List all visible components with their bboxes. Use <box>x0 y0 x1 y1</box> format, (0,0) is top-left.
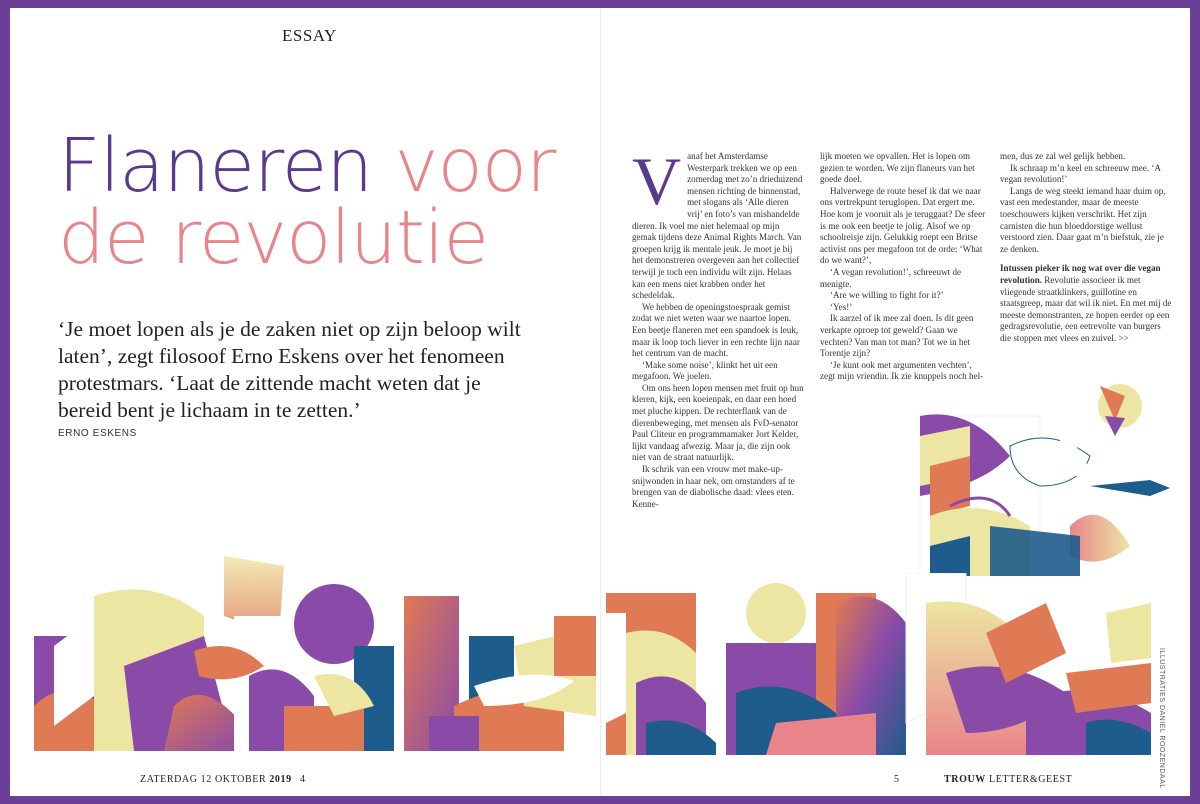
bold-lead-in: Intussen pieker ik nog wat over die vegan revolution. <box>1000 263 1161 285</box>
folio-section: LETTER&GEEST <box>989 774 1073 785</box>
paragraph: lijk moeten we opvallen. Het is lopen om gezien te worden. We zijn flaneurs van het goede doel. <box>820 151 975 185</box>
folio-date: ZATERDAG 12 OKTOBER <box>140 774 267 785</box>
paragraph: Ik schraap m’n keel en schreeuw mee. ‘A vegan revolution!’ <box>1000 162 1161 185</box>
illustration-right-bottom <box>606 573 1151 755</box>
paragraph: ‘Make some noise’, klinkt het uit een megafoon. We joelen. <box>632 359 778 382</box>
paragraph: ‘A vegan revolution!’, schreeuwt de menigte. <box>820 266 962 289</box>
illustration-credit: ILLUSTRATIES DANIEL ROOZENDAAL <box>1158 648 1165 789</box>
page-number-right: 5 <box>894 774 900 785</box>
paragraph: We hebben de openingstoespraak gemist zodat we niet weten waar we naartoe lopen. Een beetje flaneren met een spandoek is leuk, maar ik loop toch liever in een rechte lijn naar het centrum van de macht. <box>632 301 800 359</box>
paragraph: Ik aarzel of ik mee zal doen. Is dit geen verkapte oproep tot geweld? Gaan we vechten? Van man tot man? Tot we in het Torentje zijn? <box>820 313 974 359</box>
paragraph: Ik schrik van een vrouw met make-up-snijwonden in haar nek, om omstanders af te brengen van de diabolische daad: vlees eten. Kenne- <box>632 464 795 509</box>
page-number-left: 4 <box>300 774 306 785</box>
folio-brand: TROUW <box>944 774 986 785</box>
paragraph: ‘Je kunt ook met argumenten vechten’, zegt mijn vriendin. Ik zie knuppels noch hel- <box>820 359 984 382</box>
folio-right <box>944 774 1072 785</box>
illustration-right-top <box>910 376 1190 576</box>
headline <box>58 123 618 281</box>
lede: ‘Je moet lopen als je de zaken niet op zijn beloop wilt laten’, zegt filosoof Erno Eskens over het fenomeen protestmars. ‘Laat de zittende macht weten dat je bereid bent je lichaam in te zetten.’ <box>58 317 521 422</box>
paragraph: anaf het Amsterdamse Westerpark trekken we op een zomerdag met zo’n drieduizend mensen richting de binnenstad, met slogans als ‘Alle dieren vrij’ en foto’s van mishandelde dieren. Ik voel me niet helemaal op mijn gemak tijdens deze Animal Rights March. Van groepen krijg ik mentale jeuk. Je moet je bij het demonstreren overgeven aan het collectief terwijl je toch een individu wilt zijn. Helaas kan een mens niet krabben onder het schedeldak. <box>632 151 803 301</box>
paragraph: ‘Are we willing to fight for it?’ <box>830 290 944 301</box>
drop-cap: V <box>632 143 682 219</box>
headline-line-revolutie: de revolutie <box>58 195 488 281</box>
magazine-spread <box>10 8 1190 796</box>
section-label: ESSAY <box>282 26 337 45</box>
paragraph <box>1000 263 1172 344</box>
illustration-left <box>34 556 596 751</box>
headline-word-flaneren: Flaneren <box>58 123 373 209</box>
paragraph: Halverwege de route besef ik dat we naar ons vertrekpunt teruglopen. Dat ergert me. Hoe kom je vooruit als je teruggaat? De sfeer is me ook een beetje te jolig. Alsof we op schoolreisje zijn. Gelukkig roept een Britse activist ons per megafoon tot de orde: ‘What do we want?’, <box>820 185 986 266</box>
paragraph: ‘Yes!’ <box>830 301 853 312</box>
folio-year: 2019 <box>269 774 292 785</box>
continue-mark: >> <box>1118 332 1129 343</box>
paragraph-text: Revolutie associeer ik met vliegende straatklinkers, guillotine en staatsgreep, maar dat wil ik niet. En met mij de meeste demonstranten, ze hopen eerder op een gedragsrevolutie, een eetrevolte van burgers die stoppen met vlees en zuivel. <box>1000 274 1172 343</box>
paragraph: Langs de weg steekt iemand haar duim op, vast een medestander, maar de meeste toeschouwers kijken verschrikt. Het zijn carnisten die hun bloeddorstige wellust verstoord zien. Daar gaat m’n biefstuk, zie je ze denken. <box>1000 185 1166 254</box>
page-gutter <box>600 8 601 796</box>
article-column-3 <box>1000 151 1172 345</box>
folio-left <box>140 774 292 785</box>
headline-word-voor: voor <box>394 123 556 209</box>
byline: ERNO ESKENS <box>58 428 137 439</box>
paragraph: men, dus ze zal wel gelijk hebben. <box>1000 151 1126 161</box>
paragraph: Om ons heen lopen mensen met fruit op hun kleren, kijk, een koeienpak, en daar een hoed met pluche kippen. De rechterflank van de dierenbeweging, met mensen als FvD-senator Paul Cliteur en programmamaker Jort Kelder, lijkt vandaag afwezig. Maar ja, die zijn ook niet van de straat natuurlijk. <box>632 382 804 463</box>
article-column-1 <box>632 143 804 510</box>
article-column-2 <box>820 151 986 383</box>
